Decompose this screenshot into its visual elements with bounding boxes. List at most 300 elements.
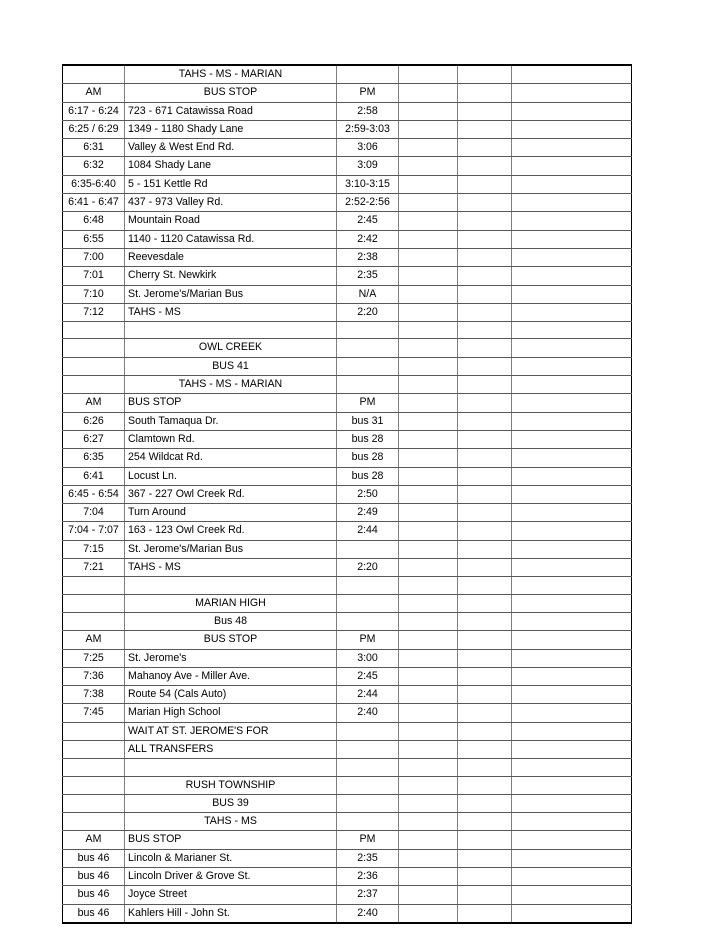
row-spare-2 <box>458 667 512 685</box>
section-title-row <box>63 776 632 794</box>
table-row <box>63 849 632 867</box>
spacer-am <box>63 759 125 776</box>
section-bus-row-text: BUS 39 <box>125 794 337 812</box>
section-bus-row-spare-2 <box>458 612 512 630</box>
cell-bus-stop: 723 - 671 Catawissa Road <box>125 102 337 120</box>
spacer-am <box>63 577 125 594</box>
cell-am: bus 46 <box>63 868 125 886</box>
header-pm: PM <box>337 84 399 102</box>
table-row <box>63 303 632 321</box>
header-spare-3 <box>512 84 632 102</box>
cell-pm: bus 28 <box>337 430 399 448</box>
table-row <box>63 285 632 303</box>
cell-am: 6:17 - 6:24 <box>63 102 125 120</box>
row-spare-3 <box>512 175 632 193</box>
section-bus-row-am <box>63 612 125 630</box>
row-spare-1 <box>399 175 458 193</box>
cell-am: 7:00 <box>63 248 125 266</box>
row-spare-3 <box>512 120 632 138</box>
cell-am: 6:55 <box>63 230 125 248</box>
row-spare-3 <box>512 522 632 540</box>
cell-bus-stop: ALL TRANSFERS <box>125 740 337 758</box>
spacer-spare-3 <box>512 322 632 339</box>
row-spare-1 <box>399 139 458 157</box>
row-spare-2 <box>458 704 512 722</box>
cell-pm: 2:44 <box>337 522 399 540</box>
header-pm: PM <box>337 394 399 412</box>
cell-bus-stop: Route 54 (Cals Auto) <box>125 686 337 704</box>
cell-pm: 3:00 <box>337 649 399 667</box>
row-spare-3 <box>512 102 632 120</box>
section-title-row-pm <box>337 776 399 794</box>
row-spare-1 <box>399 667 458 685</box>
spacer-stop <box>125 577 337 594</box>
row-spare-3 <box>512 412 632 430</box>
row-spare-2 <box>458 540 512 558</box>
cell-bus-stop: 1349 - 1180 Shady Lane <box>125 120 337 138</box>
section-title-row-spare-3 <box>512 776 632 794</box>
row-spare-2 <box>458 849 512 867</box>
section-title-row-spare-3 <box>512 65 632 84</box>
table-row <box>63 212 632 230</box>
section-title-row-spare-3 <box>512 339 632 357</box>
cell-am: 7:36 <box>63 667 125 685</box>
row-spare-2 <box>458 285 512 303</box>
table-row <box>63 667 632 685</box>
cell-pm: 2:35 <box>337 267 399 285</box>
row-spare-2 <box>458 430 512 448</box>
row-spare-2 <box>458 194 512 212</box>
table-row <box>63 868 632 886</box>
row-spare-1 <box>399 120 458 138</box>
section-bus-row-spare-2 <box>458 794 512 812</box>
cell-bus-stop: Kahlers Hill - John St. <box>125 904 337 923</box>
section-title-row <box>63 339 632 357</box>
section-bus-row-text: BUS 41 <box>125 357 337 375</box>
cell-pm: 3:06 <box>337 139 399 157</box>
cell-bus-stop: 163 - 123 Owl Creek Rd. <box>125 522 337 540</box>
row-spare-2 <box>458 467 512 485</box>
row-spare-1 <box>399 686 458 704</box>
cell-bus-stop: St. Jerome's/Marian Bus <box>125 540 337 558</box>
section-title-row-spare-2 <box>458 339 512 357</box>
cell-am: 7:15 <box>63 540 125 558</box>
section-title-row-spare-1 <box>399 776 458 794</box>
row-spare-2 <box>458 267 512 285</box>
row-spare-1 <box>399 102 458 120</box>
column-header-row <box>63 631 632 649</box>
cell-bus-stop: 1140 - 1120 Catawissa Rd. <box>125 230 337 248</box>
table-row <box>63 522 632 540</box>
spacer-pm <box>337 759 399 776</box>
section-subtitle-row-text: TAHS - MS - MARIAN <box>125 376 337 394</box>
spacer-spare-1 <box>399 759 458 776</box>
row-spare-1 <box>399 212 458 230</box>
row-spare-2 <box>458 248 512 266</box>
row-spare-2 <box>458 886 512 904</box>
spacer-am <box>63 322 125 339</box>
row-spare-1 <box>399 449 458 467</box>
header-spare-2 <box>458 831 512 849</box>
section-bus-row <box>63 794 632 812</box>
row-spare-1 <box>399 194 458 212</box>
row-spare-2 <box>458 868 512 886</box>
row-spare-1 <box>399 849 458 867</box>
cell-bus-stop: Joyce Street <box>125 886 337 904</box>
table-row <box>63 467 632 485</box>
cell-bus-stop: St. Jerome's <box>125 649 337 667</box>
header-am: AM <box>63 631 125 649</box>
table-row <box>63 704 632 722</box>
cell-pm <box>337 540 399 558</box>
table-row <box>63 412 632 430</box>
row-spare-1 <box>399 704 458 722</box>
table-row <box>63 722 632 740</box>
section-title-row <box>63 594 632 612</box>
row-spare-1 <box>399 540 458 558</box>
section-bus-row-am <box>63 794 125 812</box>
column-header-row <box>63 831 632 849</box>
row-spare-1 <box>399 248 458 266</box>
header-spare-3 <box>512 631 632 649</box>
section-subtitle-row-pm <box>337 813 399 831</box>
section-bus-row-pm <box>337 794 399 812</box>
section-title-row-pm <box>337 594 399 612</box>
cell-pm: 2:52-2:56 <box>337 194 399 212</box>
row-spare-1 <box>399 467 458 485</box>
table-row <box>63 504 632 522</box>
cell-pm: 2:45 <box>337 212 399 230</box>
cell-bus-stop: 254 Wildcat Rd. <box>125 449 337 467</box>
spacer-stop <box>125 322 337 339</box>
cell-pm: 2:40 <box>337 904 399 923</box>
spacer-spare-2 <box>458 577 512 594</box>
cell-pm: 2:35 <box>337 849 399 867</box>
row-spare-2 <box>458 230 512 248</box>
cell-pm: 3:10-3:15 <box>337 175 399 193</box>
cell-am: 6:45 - 6:54 <box>63 485 125 503</box>
spacer-stop <box>125 759 337 776</box>
header-spare-1 <box>399 84 458 102</box>
section-bus-row-spare-2 <box>458 357 512 375</box>
cell-pm: 2:59-3:03 <box>337 120 399 138</box>
row-spare-2 <box>458 559 512 577</box>
cell-am: 6:31 <box>63 139 125 157</box>
table-row <box>63 194 632 212</box>
section-bus-row-am <box>63 357 125 375</box>
section-title-row-spare-1 <box>399 594 458 612</box>
table-row <box>63 157 632 175</box>
cell-pm: 3:09 <box>337 157 399 175</box>
section-title-row-pm <box>337 65 399 84</box>
cell-pm <box>337 740 399 758</box>
row-spare-3 <box>512 886 632 904</box>
table-row <box>63 230 632 248</box>
section-title-row-spare-2 <box>458 594 512 612</box>
cell-bus-stop: WAIT AT ST. JEROME'S FOR <box>125 722 337 740</box>
row-spare-1 <box>399 230 458 248</box>
row-spare-1 <box>399 504 458 522</box>
row-spare-2 <box>458 139 512 157</box>
row-spare-1 <box>399 522 458 540</box>
header-am: AM <box>63 831 125 849</box>
section-title-row-am <box>63 594 125 612</box>
header-am: AM <box>63 84 125 102</box>
row-spare-1 <box>399 285 458 303</box>
cell-pm: 2:49 <box>337 504 399 522</box>
row-spare-2 <box>458 504 512 522</box>
table-row <box>63 740 632 758</box>
section-title-row-spare-1 <box>399 65 458 84</box>
row-spare-3 <box>512 722 632 740</box>
table-row <box>63 120 632 138</box>
row-spare-3 <box>512 139 632 157</box>
row-spare-3 <box>512 849 632 867</box>
section-subtitle-row <box>63 813 632 831</box>
table-row <box>63 449 632 467</box>
row-spare-3 <box>512 704 632 722</box>
row-spare-3 <box>512 904 632 923</box>
cell-bus-stop: 1084 Shady Lane <box>125 157 337 175</box>
header-pm: PM <box>337 831 399 849</box>
row-spare-2 <box>458 449 512 467</box>
cell-am: 6:35-6:40 <box>63 175 125 193</box>
column-header-row <box>63 394 632 412</box>
table-row <box>63 886 632 904</box>
row-spare-3 <box>512 285 632 303</box>
cell-bus-stop: TAHS - MS <box>125 559 337 577</box>
header-spare-3 <box>512 394 632 412</box>
cell-am: 6:25 / 6:29 <box>63 120 125 138</box>
section-subtitle-row-spare-3 <box>512 813 632 831</box>
cell-pm: 2:20 <box>337 559 399 577</box>
cell-am: 7:25 <box>63 649 125 667</box>
row-spare-3 <box>512 194 632 212</box>
table-row <box>63 248 632 266</box>
cell-am: 6:48 <box>63 212 125 230</box>
row-spare-3 <box>512 649 632 667</box>
cell-bus-stop: 5 - 151 Kettle Rd <box>125 175 337 193</box>
row-spare-2 <box>458 485 512 503</box>
row-spare-1 <box>399 649 458 667</box>
cell-bus-stop: Lincoln Driver & Grove St. <box>125 868 337 886</box>
table-row <box>63 139 632 157</box>
row-spare-3 <box>512 504 632 522</box>
section-subtitle-row-spare-1 <box>399 376 458 394</box>
cell-am: 7:12 <box>63 303 125 321</box>
row-spare-2 <box>458 649 512 667</box>
section-bus-row-spare-3 <box>512 612 632 630</box>
table-row <box>63 430 632 448</box>
section-title-row-am <box>63 776 125 794</box>
spacer-pm <box>337 322 399 339</box>
header-spare-2 <box>458 394 512 412</box>
section-subtitle-row-am <box>63 813 125 831</box>
row-spare-1 <box>399 868 458 886</box>
cell-bus-stop: Reevesdale <box>125 248 337 266</box>
section-title-row-text: OWL CREEK <box>125 339 337 357</box>
cell-am: 6:35 <box>63 449 125 467</box>
cell-am: 7:38 <box>63 686 125 704</box>
section-bus-row-text: Bus 48 <box>125 612 337 630</box>
cell-pm: 2:45 <box>337 667 399 685</box>
row-spare-3 <box>512 540 632 558</box>
schedule-sheet <box>62 64 631 924</box>
row-spare-1 <box>399 904 458 923</box>
row-spare-3 <box>512 157 632 175</box>
cell-am: 6:27 <box>63 430 125 448</box>
table-row <box>63 102 632 120</box>
column-header-row <box>63 84 632 102</box>
row-spare-2 <box>458 175 512 193</box>
row-spare-3 <box>512 868 632 886</box>
cell-am: bus 46 <box>63 849 125 867</box>
section-subtitle-row-am <box>63 376 125 394</box>
cell-am <box>63 722 125 740</box>
section-bus-row-pm <box>337 612 399 630</box>
row-spare-1 <box>399 722 458 740</box>
table-row <box>63 485 632 503</box>
row-spare-3 <box>512 303 632 321</box>
spacer-spare-1 <box>399 322 458 339</box>
section-subtitle-row-spare-1 <box>399 813 458 831</box>
cell-am: 6:26 <box>63 412 125 430</box>
section-bus-row <box>63 612 632 630</box>
section-title-row-text: MARIAN HIGH <box>125 594 337 612</box>
cell-pm: bus 31 <box>337 412 399 430</box>
section-title-row-text: RUSH TOWNSHIP <box>125 776 337 794</box>
section-title-row-pm <box>337 339 399 357</box>
header-pm: PM <box>337 631 399 649</box>
section-subtitle-row-spare-3 <box>512 376 632 394</box>
section-title-row-am <box>63 65 125 84</box>
spacer-spare-1 <box>399 577 458 594</box>
cell-pm: 2:37 <box>337 886 399 904</box>
header-spare-3 <box>512 831 632 849</box>
row-spare-1 <box>399 303 458 321</box>
cell-bus-stop: Locust Ln. <box>125 467 337 485</box>
row-spare-1 <box>399 157 458 175</box>
section-title-row-spare-2 <box>458 776 512 794</box>
cell-bus-stop: Clamtown Rd. <box>125 430 337 448</box>
cell-pm: 2:36 <box>337 868 399 886</box>
spacer-row <box>63 577 632 594</box>
cell-pm: 2:20 <box>337 303 399 321</box>
row-spare-2 <box>458 157 512 175</box>
cell-bus-stop: 367 - 227 Owl Creek Rd. <box>125 485 337 503</box>
cell-am: 7:04 - 7:07 <box>63 522 125 540</box>
cell-am: 7:01 <box>63 267 125 285</box>
row-spare-2 <box>458 102 512 120</box>
cell-am: bus 46 <box>63 904 125 923</box>
row-spare-3 <box>512 449 632 467</box>
section-title-row-spare-2 <box>458 65 512 84</box>
row-spare-1 <box>399 740 458 758</box>
cell-am: 7:04 <box>63 504 125 522</box>
row-spare-3 <box>512 467 632 485</box>
section-subtitle-row-text: TAHS - MS <box>125 813 337 831</box>
table-row <box>63 540 632 558</box>
table-row <box>63 649 632 667</box>
row-spare-1 <box>399 485 458 503</box>
cell-bus-stop: Mahanoy Ave - Miller Ave. <box>125 667 337 685</box>
header-spare-1 <box>399 394 458 412</box>
cell-pm: 2:40 <box>337 704 399 722</box>
cell-pm: bus 28 <box>337 467 399 485</box>
row-spare-3 <box>512 740 632 758</box>
section-bus-row-pm <box>337 357 399 375</box>
header-bus-stop: BUS STOP <box>125 631 337 649</box>
cell-am: 7:45 <box>63 704 125 722</box>
cell-bus-stop: Turn Around <box>125 504 337 522</box>
cell-bus-stop: Lincoln & Marianer St. <box>125 849 337 867</box>
table-row <box>63 559 632 577</box>
cell-pm <box>337 722 399 740</box>
row-spare-2 <box>458 722 512 740</box>
cell-bus-stop: South Tamaqua Dr. <box>125 412 337 430</box>
cell-am <box>63 740 125 758</box>
cell-am: 6:41 <box>63 467 125 485</box>
spacer-spare-3 <box>512 759 632 776</box>
row-spare-2 <box>458 303 512 321</box>
cell-pm: 2:38 <box>337 248 399 266</box>
header-spare-1 <box>399 831 458 849</box>
spacer-row <box>63 759 632 776</box>
cell-bus-stop: Cherry St. Newkirk <box>125 267 337 285</box>
row-spare-1 <box>399 412 458 430</box>
cell-am: 6:32 <box>63 157 125 175</box>
spacer-spare-2 <box>458 759 512 776</box>
row-spare-3 <box>512 267 632 285</box>
section-bus-row <box>63 357 632 375</box>
section-subtitle-row-pm <box>337 376 399 394</box>
cell-pm: 2:50 <box>337 485 399 503</box>
section-title-row-text: TAHS - MS - MARIAN <box>125 65 337 84</box>
row-spare-1 <box>399 886 458 904</box>
section-title-row-am <box>63 339 125 357</box>
row-spare-2 <box>458 212 512 230</box>
row-spare-2 <box>458 686 512 704</box>
row-spare-2 <box>458 412 512 430</box>
table-row <box>63 175 632 193</box>
table-row <box>63 904 632 923</box>
section-title-row-spare-1 <box>399 339 458 357</box>
cell-pm: 2:44 <box>337 686 399 704</box>
row-spare-1 <box>399 559 458 577</box>
row-spare-3 <box>512 230 632 248</box>
header-bus-stop: BUS STOP <box>125 394 337 412</box>
section-subtitle-row-spare-2 <box>458 813 512 831</box>
cell-pm: bus 28 <box>337 449 399 467</box>
header-spare-1 <box>399 631 458 649</box>
section-title-row-spare-3 <box>512 594 632 612</box>
section-subtitle-row-spare-2 <box>458 376 512 394</box>
cell-bus-stop: TAHS - MS <box>125 303 337 321</box>
row-spare-3 <box>512 212 632 230</box>
row-spare-3 <box>512 485 632 503</box>
cell-pm: N/A <box>337 285 399 303</box>
section-bus-row-spare-1 <box>399 357 458 375</box>
spacer-pm <box>337 577 399 594</box>
row-spare-3 <box>512 686 632 704</box>
section-bus-row-spare-1 <box>399 794 458 812</box>
row-spare-2 <box>458 740 512 758</box>
row-spare-3 <box>512 248 632 266</box>
table-row <box>63 686 632 704</box>
row-spare-3 <box>512 559 632 577</box>
cell-pm: 2:42 <box>337 230 399 248</box>
row-spare-2 <box>458 904 512 923</box>
